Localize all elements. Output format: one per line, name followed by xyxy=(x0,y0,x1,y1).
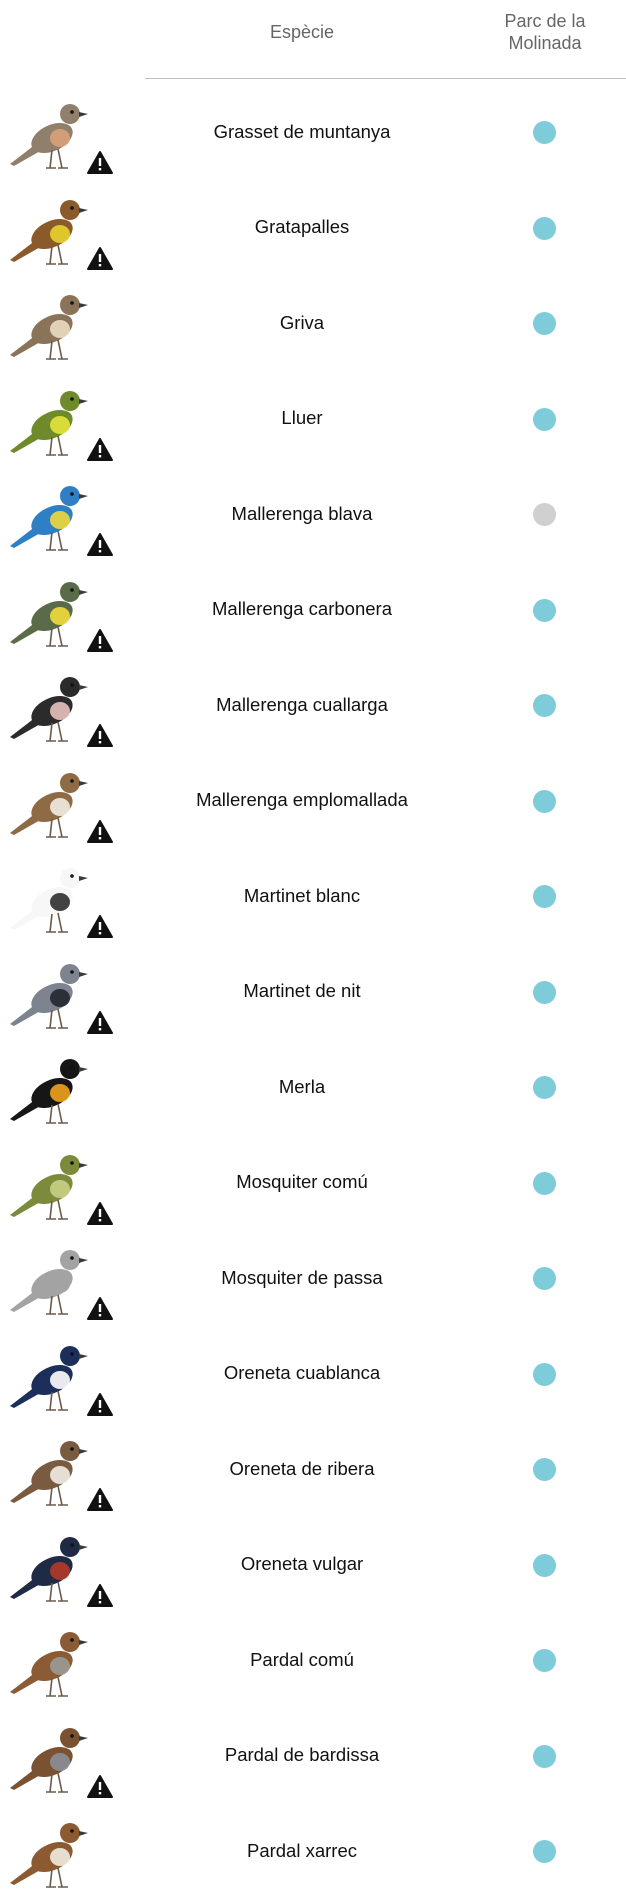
table-row xyxy=(0,848,626,944)
species-name[interactable]: Mallerenga carbonera xyxy=(212,598,392,620)
presence-dot-present xyxy=(533,121,556,144)
warning-icon xyxy=(88,246,112,270)
species-name[interactable]: Merla xyxy=(278,1075,326,1097)
column-header-park-line2: Molinada xyxy=(508,33,582,53)
table-row xyxy=(0,562,626,658)
species-name[interactable]: Mosquiter de passa xyxy=(221,1266,383,1288)
table-row xyxy=(0,944,626,1040)
warning-icon xyxy=(88,1774,112,1798)
warning-icon xyxy=(88,819,112,843)
warning-icon xyxy=(88,723,112,747)
table-row xyxy=(0,84,626,180)
presence-dot-present xyxy=(533,694,556,717)
table-row xyxy=(0,371,626,467)
species-list xyxy=(0,84,626,1899)
presence-dot-absent xyxy=(533,503,556,526)
presence-dot-present xyxy=(533,1840,556,1863)
presence-dot-present xyxy=(533,790,556,813)
species-name[interactable]: Griva xyxy=(279,311,325,333)
table-row xyxy=(0,1803,626,1899)
header-divider xyxy=(145,78,626,79)
presence-dot-present xyxy=(533,1649,556,1672)
presence-dot-present xyxy=(533,1745,556,1768)
warning-icon xyxy=(88,628,112,652)
species-name[interactable]: Mallerenga blava xyxy=(231,502,373,524)
presence-dot-present xyxy=(533,1554,556,1577)
warning-icon xyxy=(88,437,112,461)
column-header-park xyxy=(475,10,615,54)
presence-dot-present xyxy=(533,599,556,622)
warning-icon xyxy=(88,1392,112,1416)
warning-icon xyxy=(88,1583,112,1607)
warning-icon xyxy=(88,532,112,556)
presence-dot-present xyxy=(533,408,556,431)
warning-icon xyxy=(88,1296,112,1320)
house-sparrow-bird-icon[interactable] xyxy=(6,1614,118,1706)
table-row xyxy=(0,753,626,849)
species-name[interactable]: Gratapalles xyxy=(254,216,350,238)
table-row xyxy=(0,1421,626,1517)
species-name[interactable]: Mosquiter comú xyxy=(236,1171,368,1193)
species-name[interactable]: Oreneta de ribera xyxy=(229,1457,375,1479)
species-name[interactable]: Martinet de nit xyxy=(243,980,361,1002)
species-name[interactable]: Martinet blanc xyxy=(243,884,361,906)
warning-icon xyxy=(88,1487,112,1511)
species-name[interactable]: Mallerenga cuallarga xyxy=(216,693,388,715)
presence-dot-present xyxy=(533,981,556,1004)
warning-icon xyxy=(88,914,112,938)
species-name[interactable]: Oreneta cuablanca xyxy=(223,1362,381,1384)
presence-dot-present xyxy=(533,1267,556,1290)
warning-icon xyxy=(88,1201,112,1225)
blackbird-bird-icon[interactable] xyxy=(6,1041,118,1133)
table-row xyxy=(0,657,626,753)
table-row xyxy=(0,1708,626,1804)
table-row xyxy=(0,466,626,562)
table-row xyxy=(0,1135,626,1231)
column-header-park-line1: Parc de la xyxy=(504,11,586,31)
table-row xyxy=(0,1326,626,1422)
species-name[interactable]: Mallerenga emplomallada xyxy=(196,789,408,811)
species-name[interactable]: Pardal de bardissa xyxy=(224,1744,380,1766)
table-row xyxy=(0,180,626,276)
presence-dot-present xyxy=(533,885,556,908)
presence-dot-present xyxy=(533,1458,556,1481)
tree-sparrow-bird-icon[interactable] xyxy=(6,1805,118,1897)
presence-dot-present xyxy=(533,1076,556,1099)
table-header xyxy=(0,0,626,80)
table-row xyxy=(0,1517,626,1613)
presence-dot-present xyxy=(533,1172,556,1195)
table-row xyxy=(0,1612,626,1708)
presence-dot-present xyxy=(533,312,556,335)
presence-dot-present xyxy=(533,1363,556,1386)
species-name[interactable]: Lluer xyxy=(281,407,323,429)
presence-dot-present xyxy=(533,217,556,240)
warning-icon xyxy=(88,1010,112,1034)
thrush-bird-icon[interactable] xyxy=(6,277,118,369)
warning-icon xyxy=(88,150,112,174)
species-name[interactable]: Pardal xarrec xyxy=(246,1839,357,1861)
species-name[interactable]: Oreneta vulgar xyxy=(240,1553,364,1575)
species-name[interactable]: Grasset de muntanya xyxy=(213,120,391,142)
table-row xyxy=(0,1039,626,1135)
column-header-species: Espècie xyxy=(269,22,335,42)
species-name[interactable]: Pardal comú xyxy=(250,1648,354,1670)
table-row xyxy=(0,275,626,371)
table-row xyxy=(0,1230,626,1326)
